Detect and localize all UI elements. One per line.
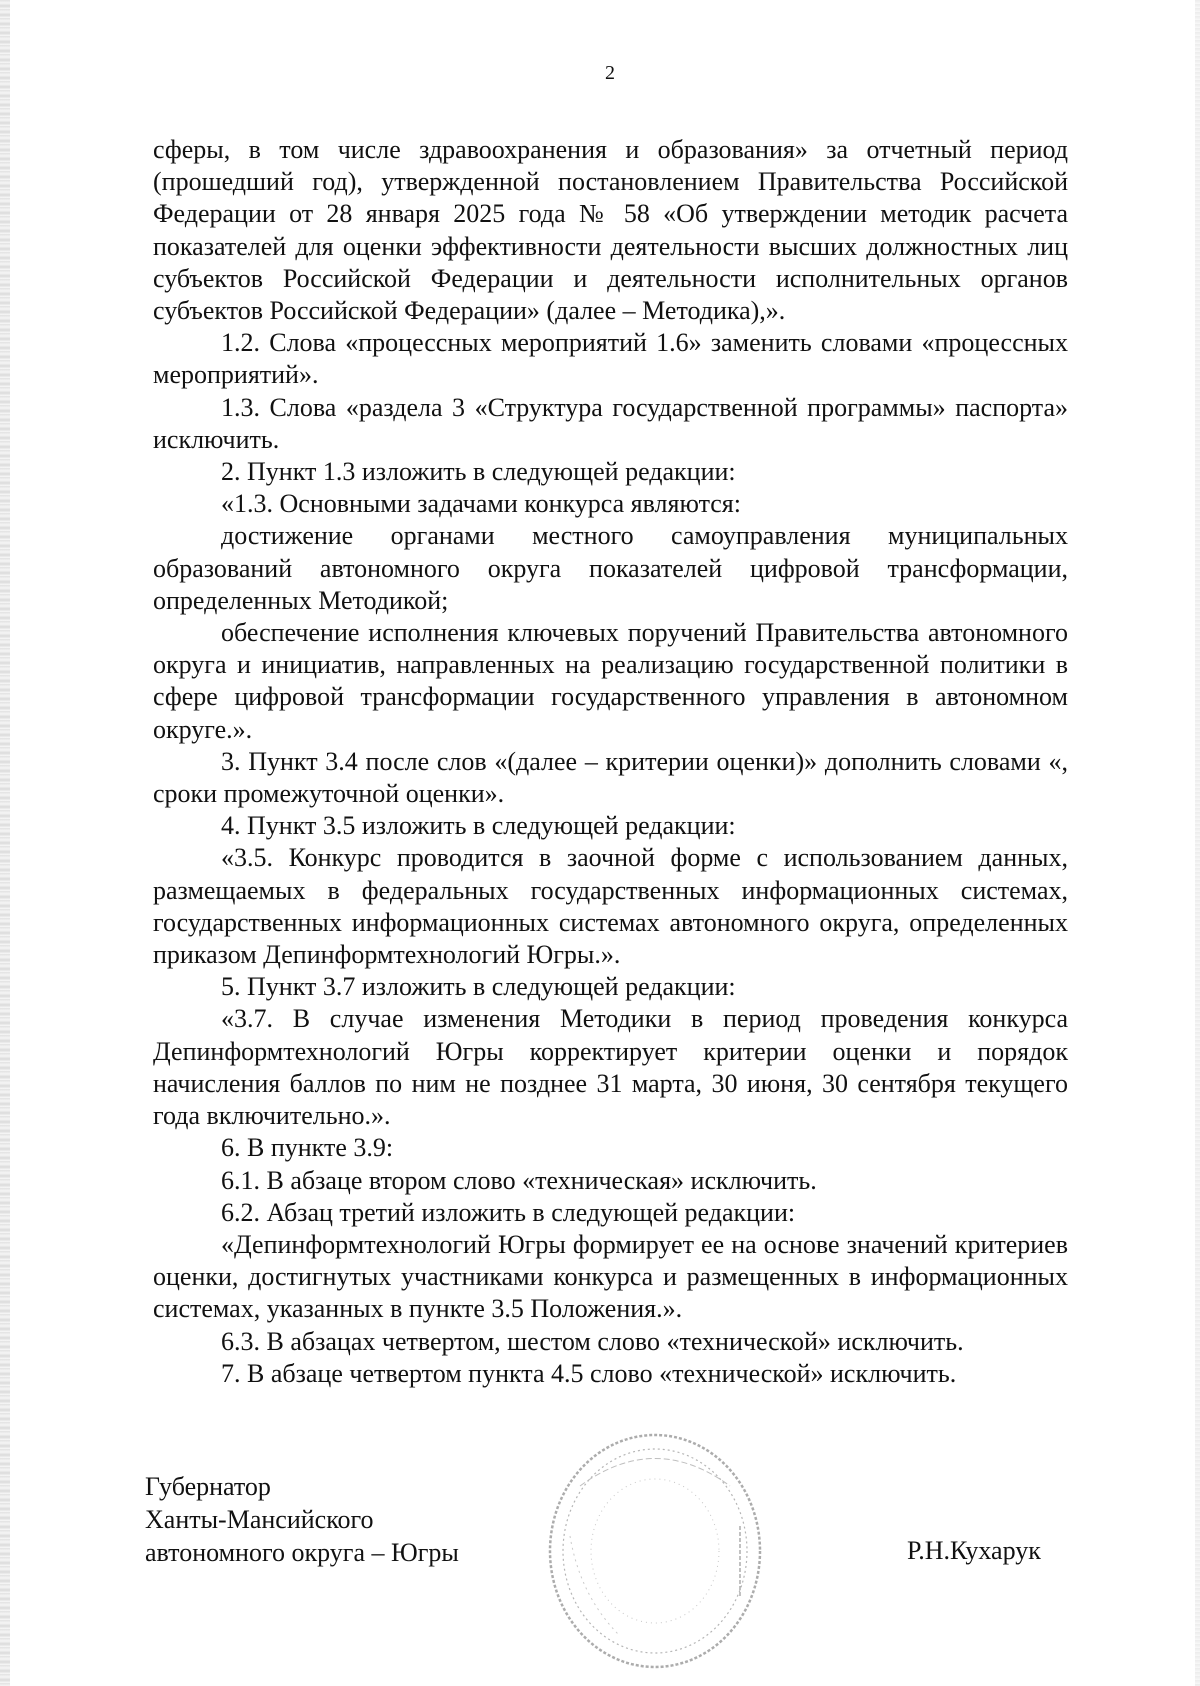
paragraph-1-3: 1.3. Слова «раздела 3 «Структура государственной программы» паспорта» исключить. xyxy=(153,392,1068,454)
paragraph-quote-6-2: «Депинформтехнологий Югры формирует ее на основе значений критериев оценки, достигнутых участниками конкурса и размещенных в информационных системах, указанных в пункте 3.5 Положения.». xyxy=(153,1229,1068,1324)
signature-region: Ханты-Мансийского xyxy=(145,1505,374,1534)
paragraph-6-1: 6.1. В абзаце втором слово «техническая» исключить. xyxy=(221,1165,817,1195)
paragraph-6: 6. В пункте 3.9: xyxy=(221,1133,394,1163)
signature-block xyxy=(145,1470,459,1569)
paragraph-7: 7. В абзаце четвертом пункта 4.5 слово «технической» исключить. xyxy=(221,1358,957,1388)
paragraph-6-3: 6.3. В абзацах четвертом, шестом слово «технической» исключить. xyxy=(221,1326,964,1356)
scan-edge-right xyxy=(1195,0,1200,1686)
paragraph-task-1: достижение органами местного самоуправления муниципальных образований автономного округа показателей цифровой трансформации, определенных Методикой; xyxy=(153,521,1068,615)
paragraph-2: 2. Пункт 1.3 изложить в следующей редакции: xyxy=(221,457,736,487)
page-number: 2 xyxy=(605,62,615,84)
paragraph-continuation: сферы, в том числе здравоохранения и образования» за отчетный период (прошедший год), утвержденной постановлением Правительства Российской Федерации от 28 января 2025 года № 58 «Об утверждении методик расчета показателей для оценки эффективности деятельности высших должностных лиц субъектов Российской Федерации и деятельности исполнительных органов субъектов Российской Федерации» (далее – Методика),». xyxy=(153,135,1068,326)
paragraph-task-2: обеспечение исполнения ключевых поручений Правительства автономного округа и инициатив, направленных на реализацию государственной политики в сфере цифровой трансформации государственного управления в автономном округе.». xyxy=(153,618,1068,744)
signature-title: Губернатор xyxy=(145,1472,271,1501)
signer-name: Р.Н.Кухарук xyxy=(907,1536,1041,1565)
signature-region-suffix: автономного округа – Югры xyxy=(145,1538,459,1567)
paragraph-quote-1-3: «1.3. Основными задачами конкурса являются: xyxy=(221,489,741,519)
official-seal-stamp xyxy=(540,1426,770,1676)
paragraph-1-2: 1.2. Слова «процессных мероприятий 1.6» заменить словами «процессных мероприятий». xyxy=(153,328,1068,390)
paragraph-6-2: 6.2. Абзац третий изложить в следующей редакции: xyxy=(221,1197,796,1227)
paragraph-quote-3-5: «3.5. Конкурс проводится в заочной форме с использованием данных, размещаемых в федеральных государственных информационных системах, государственных информационных системах автономного округа, определенных приказом Депинформтехнологий Югры.». xyxy=(153,843,1068,970)
paragraph-quote-3-7: «3.7. В случае изменения Методики в период проведения конкурса Депинформтехнологий Югры корректирует критерии оценки и порядок начисления баллов по ним не позднее 31 марта, 30 июня, 30 сентября текущего года включительно.». xyxy=(153,1004,1068,1131)
paragraph-4: 4. Пункт 3.5 изложить в следующей редакции: xyxy=(221,811,736,841)
paragraph-3: 3. Пункт 3.4 после слов «(далее – критерии оценки)» дополнить словами «, сроки промежуточной оценки». xyxy=(153,746,1068,809)
paragraph-5: 5. Пункт 3.7 изложить в следующей редакции: xyxy=(221,972,736,1002)
document-body xyxy=(153,134,1068,1390)
scan-edge-left xyxy=(0,0,10,1686)
